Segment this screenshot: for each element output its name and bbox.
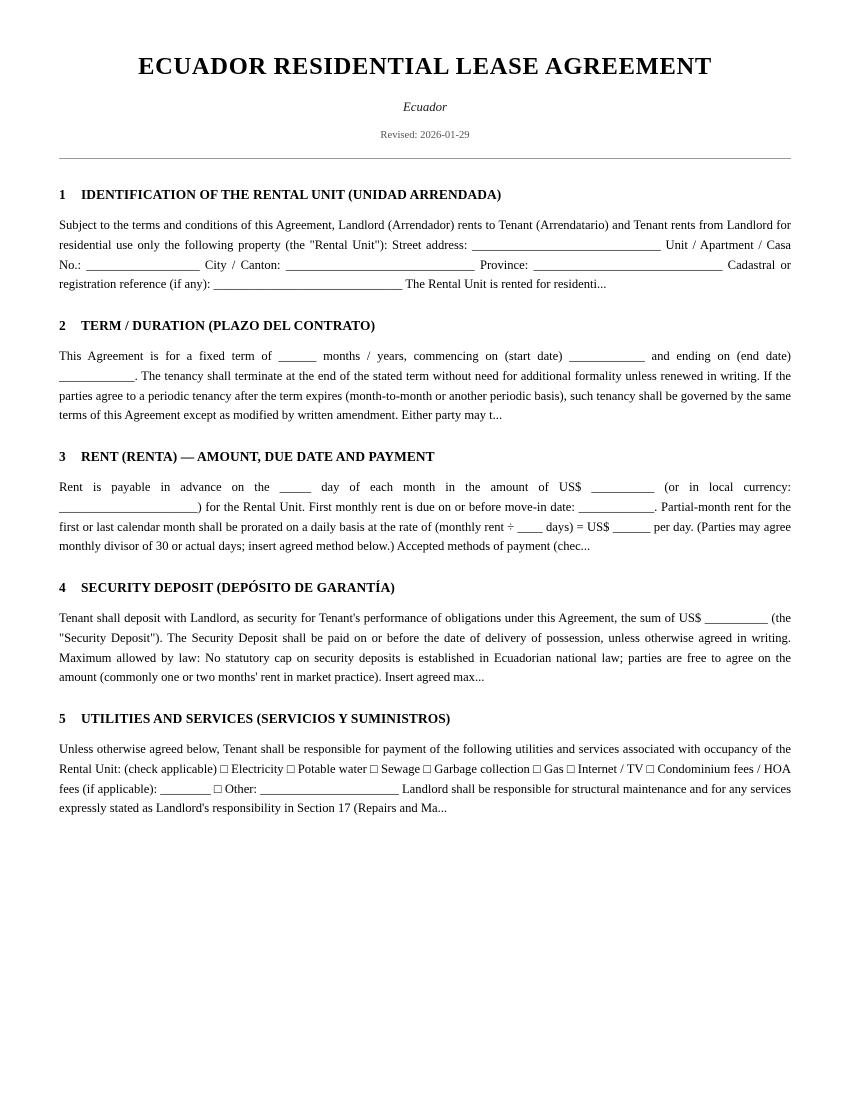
section-3-body: Rent is payable in advance on the _____ day of each month in the amount of US$ __________ (or in local currency: ______________________) for the Rental Unit. First monthly rent is due on or before move-in date: ____________. Partial-month rent for the first or last calendar month shall be prorated on a daily basis at the rate of (monthly rent ÷ ____ days) = US$ ______ per day. (Parties may agree monthly divisor of 30 or actual days; insert agreed method below.) Accepted methods of payment (chec... [59,479,791,554]
section-2-number: 2 [59,318,66,334]
section-5-body: Unless otherwise agreed below, Tenant shall be responsible for payment of the following utilities and services associated with occupancy of the Rental Unit: (check applicable) □ Electricity □ Potable water □ Sewage □ Garbage collection □ Gas □ Internet / TV □ Condominium fees / HOA fees (if applicable): ________ □ Other: ______________________ Landlord shall be responsible for structural maintenance and for any services expressly stated as Landlord's responsibility in Section 17 (Repairs and Ma... [59,741,791,816]
section-3 [59,448,791,557]
page-title: ECUADOR RESIDENTIAL LEASE AGREEMENT [138,53,712,80]
section-5-heading-text: UTILITIES AND SERVICES (SERVICIOS Y SUMINISTROS) [81,711,451,727]
document-revised-date: Revised: 2026-01-29 [380,130,470,142]
section-3-heading-text: RENT (RENTA) — AMOUNT, DUE DATE AND PAYMENT [81,449,435,465]
section-1-body: Subject to the terms and conditions of this Agreement, Landlord (Arrendador) rents to Tenant (Arrendatario) and Tenant rents from Landlord for residential use only the following property (the "Rental Unit"): Street address: ______________________________ Unit / Apartment / Casa No.: __________________ City / Canton: ______________________________ Province: ______________________________ Cadastral or registration reference (if any): ______________________________ The Rental Unit is rented for residenti... [59,217,791,292]
section-2-body: This Agreement is for a fixed term of ______ months / years, commencing on (start date) ____________ and ending on (end date) ____________. The tenancy shall terminate at the end of the stated term without need for additional formality unless renewed in writing. If the parties agree to a periodic tenancy after the term expires (month-to-month or another periodic basis), such tenancy shall be governed by the same terms of this Agreement except as modified by written amendment. Either party may t... [59,348,791,423]
document-jurisdiction: Ecuador [402,100,448,115]
section-1-heading-text: IDENTIFICATION OF THE RENTAL UNIT (UNIDAD ARRENDADA) [81,187,502,203]
section-3-number: 3 [59,449,66,465]
section-2 [59,317,791,426]
section-4-heading [59,579,791,596]
section-5-number: 5 [59,711,66,727]
section-5-heading [59,710,791,727]
section-1-heading [59,186,791,203]
section-4-number: 4 [59,580,66,596]
section-3-heading [59,448,791,465]
section-5 [59,710,791,819]
header-divider [59,158,791,159]
section-2-heading-text: TERM / DURATION (PLAZO DEL CONTRATO) [81,318,376,334]
section-1-number: 1 [59,187,66,203]
section-1 [59,186,791,295]
section-4-heading-text: SECURITY DEPOSIT (DEPÓSITO DE GARANTÍA) [81,580,395,596]
section-4-body: Tenant shall deposit with Landlord, as security for Tenant's performance of obligations under this Agreement, the sum of US$ __________ (the "Security Deposit"). The Security Deposit shall be paid on or before the date of delivery of possession, unless otherwise agreed in writing. Maximum allowed by law: No statutory cap on security deposits is established in Ecuadorian national law; parties are free to agree on the amount (commonly one or two months' rent in market practice). Insert agreed max... [59,610,791,685]
section-4 [59,579,791,688]
section-2-heading [59,317,791,334]
section-list [59,186,791,819]
